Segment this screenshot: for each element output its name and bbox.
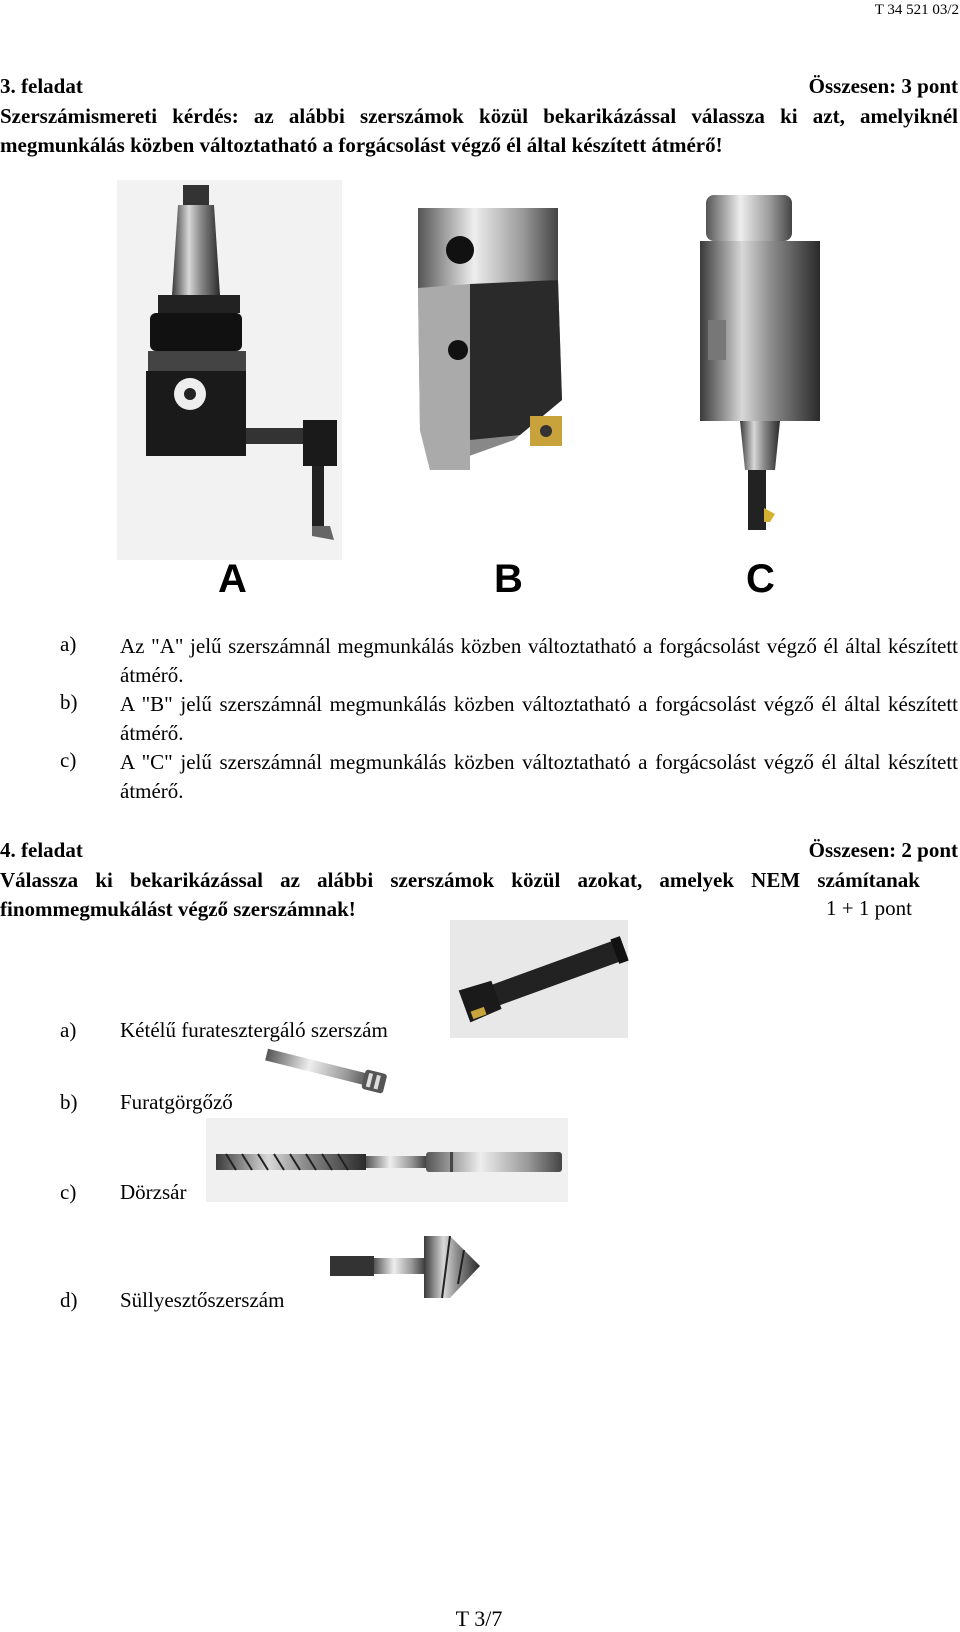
task3-tools-figure — [0, 180, 960, 610]
figure-label-c: C — [746, 557, 775, 601]
task4-title: 4. feladat — [0, 838, 83, 862]
task4-option-b-letter[interactable]: b) — [60, 1090, 78, 1114]
tool-a-image — [117, 180, 342, 560]
task3-option-c-letter[interactable]: c) — [60, 748, 77, 772]
task4-option-c-letter[interactable]: c) — [60, 1180, 77, 1204]
figure-label-b: B — [494, 557, 523, 601]
task4-points: Összesen: 2 pont — [808, 838, 958, 862]
figure-label-a: A — [218, 557, 247, 601]
task3-option-b-letter[interactable]: b) — [60, 690, 78, 714]
task4-option-a-letter[interactable]: a) — [60, 1018, 77, 1042]
tool-b-image — [418, 208, 562, 470]
task4-option-c-text[interactable]: Dörzsár — [120, 1180, 187, 1204]
task3-option-a-text[interactable]: Az "A" jelű szerszámnál megmunkálás közben változtatható a forgácsolást végző él által készített átmérő. — [120, 634, 958, 687]
reamer-image — [206, 1118, 568, 1202]
task3-option-a-letter[interactable]: a) — [60, 632, 77, 656]
task4-option-d-letter[interactable]: d) — [60, 1288, 78, 1312]
task4-heading — [0, 838, 958, 863]
countersink-image — [330, 1226, 490, 1306]
boring-bar-image — [450, 920, 630, 1040]
task3-option-c-text[interactable]: A "C" jelű szerszámnál megmunkálás közben változtatható a forgácsolást végző él által készített átmérő. — [120, 750, 958, 803]
task3-heading — [0, 74, 958, 99]
page-number: T 3/7 — [455, 1606, 503, 1631]
task4-option-d-text[interactable]: Süllyesztőszerszám — [120, 1288, 285, 1312]
task3-title: 3. feladat — [0, 74, 83, 98]
task4-question: Válassza ki bekarikázással az alábbi szerszámok közül azokat, amelyek NEM számítanak finommegmukálást végző szerszámnak! — [0, 868, 920, 921]
task4-option-a-text[interactable]: Kétélű furatesztergáló szerszám — [120, 1018, 388, 1042]
task4-option-b-text[interactable]: Furatgörgőző — [120, 1090, 233, 1114]
task3-option-b-text[interactable]: A "B" jelű szerszámnál megmunkálás közben változtatható a forgácsolást végző él által készített átmérő. — [120, 692, 958, 745]
document-code: T 34 521 03/2 — [874, 2, 959, 18]
tool-c-image — [700, 195, 820, 530]
task3-question: Szerszámismereti kérdés: az alábbi szerszámok közül bekarikázással válassza ki azt, amelyiknél megmunkálás közben változtatható a forgácsolást végző él által készített átmérő! — [0, 104, 958, 157]
roller-burnisher-image — [262, 1046, 392, 1116]
task4-sub-points: 1 + 1 pont — [826, 896, 912, 920]
task3-points: Összesen: 3 pont — [808, 74, 958, 98]
